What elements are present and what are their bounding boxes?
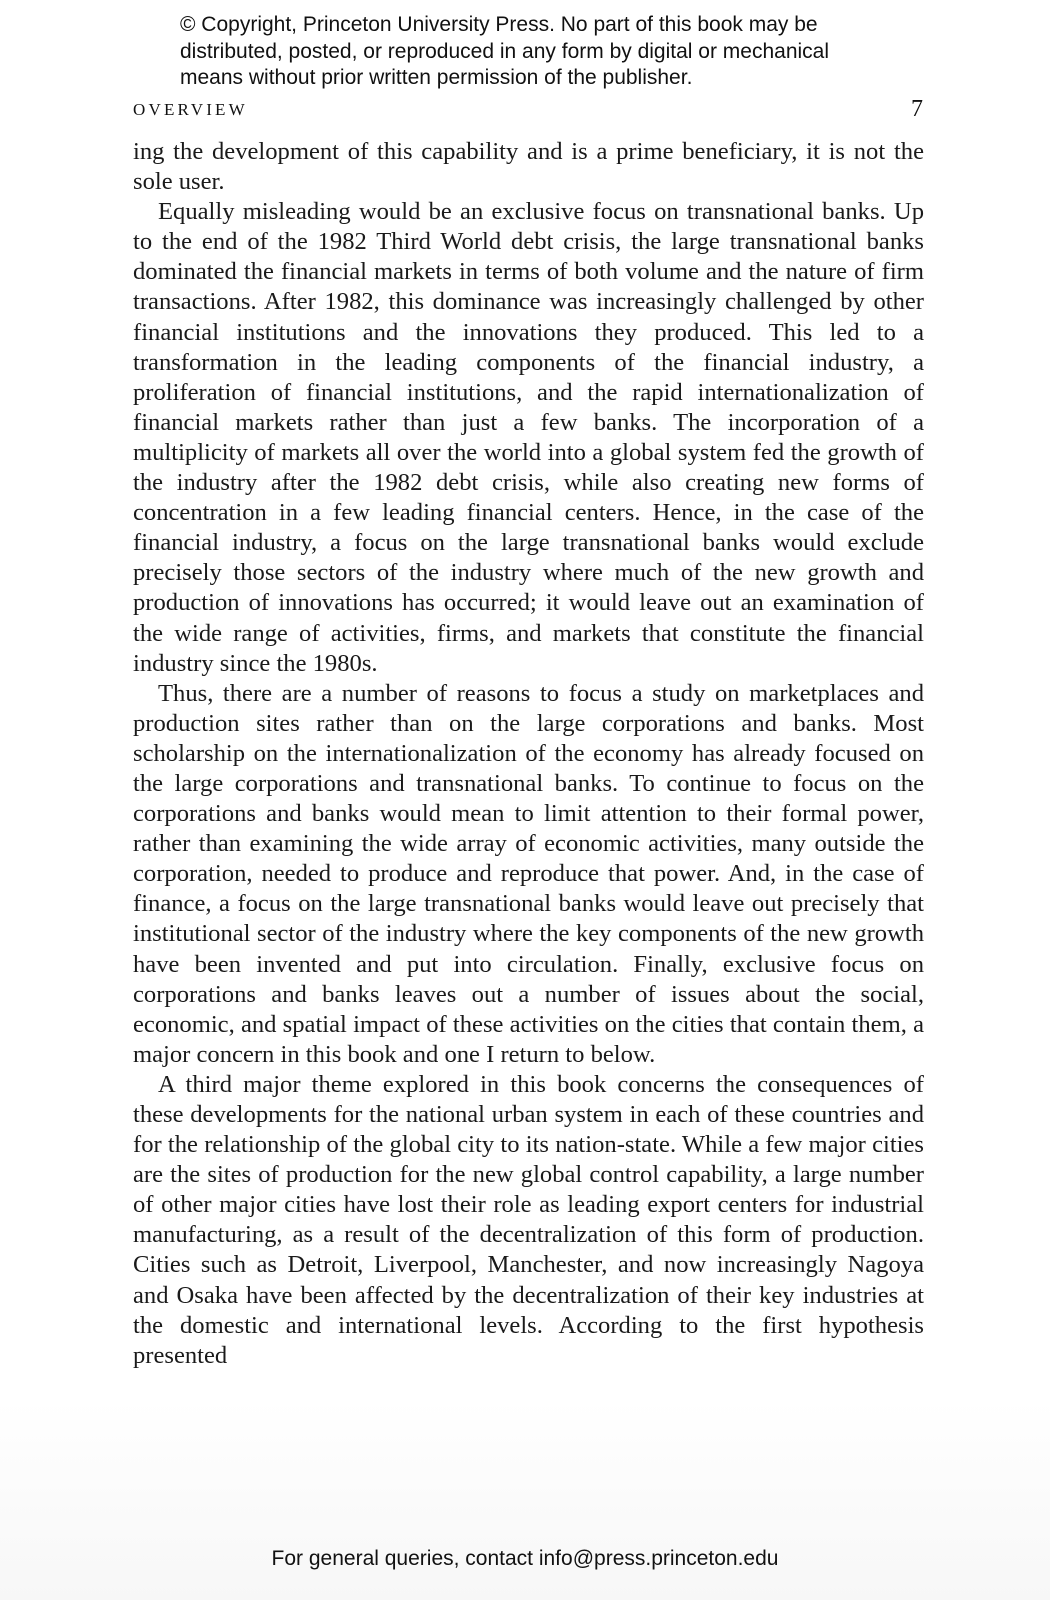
copyright-line: means without prior written permission of the publisher.: [180, 66, 693, 89]
copyright-notice: [180, 12, 900, 92]
paragraph: Thus, there are a number of reasons to focus a study on marketplaces and production sites rather than on the large corporations and banks. Most scholarship on the internationalization of the economy has already focused on the large corporations and transnational banks. To continue to focus on the corporations and banks would mean to limit attention to their formal power, rather than examining the wide array of economic activities, many outside the corporation, needed to produce and reproduce that power. And, in the case of finance, a focus on the large transnational banks would leave out precisely that institutional sector of the industry where the key components of the new growth have been invented and put into circulation. Finally, exclusive focus on corporations and banks leaves out a number of issues about the social, economic, and spatial impact of these activities on the cities that contain them, a major concern in this book and one I return to below.: [133, 679, 924, 1068]
body-text: [133, 137, 924, 1371]
footer-contact: For general queries, contact info@press.princeton.edu: [271, 1547, 779, 1570]
chapter-title: OVERVIEW: [133, 100, 248, 119]
copyright-line: © Copyright, Princeton University Press. No part of this book may be: [180, 13, 818, 36]
paragraph: A third major theme explored in this book concerns the consequences of these developments for the national urban system in each of these countries and for the relationship of the global city to its nation-state. While a few major cities are the sites of production for the new global control capability, a large number of other major cities have lost their role as leading export centers for industrial manufacturing, as a result of the decentralization of this form of production. Cities such as Detroit, Liverpool, Manchester, and now increasingly Nagoya and Osaka have been affected by the decentralization of their key industries at the domestic and international levels. According to the first hypothesis presented: [133, 1070, 924, 1369]
page-number: 7: [911, 96, 923, 122]
paragraph-continued: ing the development of this capability and is a prime beneficiary, it is not the sole user.: [133, 138, 924, 196]
paragraph: Equally misleading would be an exclusive focus on transnational banks. Up to the end of the 1982 Third World debt crisis, the large transnational banks dominated the financial markets in terms of both volume and the nature of firm transactions. After 1982, this dominance was increasingly challenged by other financial institutions and the innovations they produced. This led to a transformation in the leading components of the financial industry, a proliferation of financial institutions, and the rapid internationalization of financial markets rather than just a few banks. The incorporation of a multiplicity of markets all over the world into a global system fed the growth of the industry after the 1982 debt crisis, while also creating new forms of concentration in a few leading financial centers. Hence, in the case of the financial industry, a focus on the large transnational banks would exclude precisely those sectors of the industry where much of the new growth and production of innovations has occurred; it would leave out an examination of the wide range of activities, firms, and markets that constitute the financial industry since the 1980s.: [133, 198, 924, 677]
copyright-line: distributed, posted, or reproduced in any form by digital or mechanical: [180, 39, 830, 63]
